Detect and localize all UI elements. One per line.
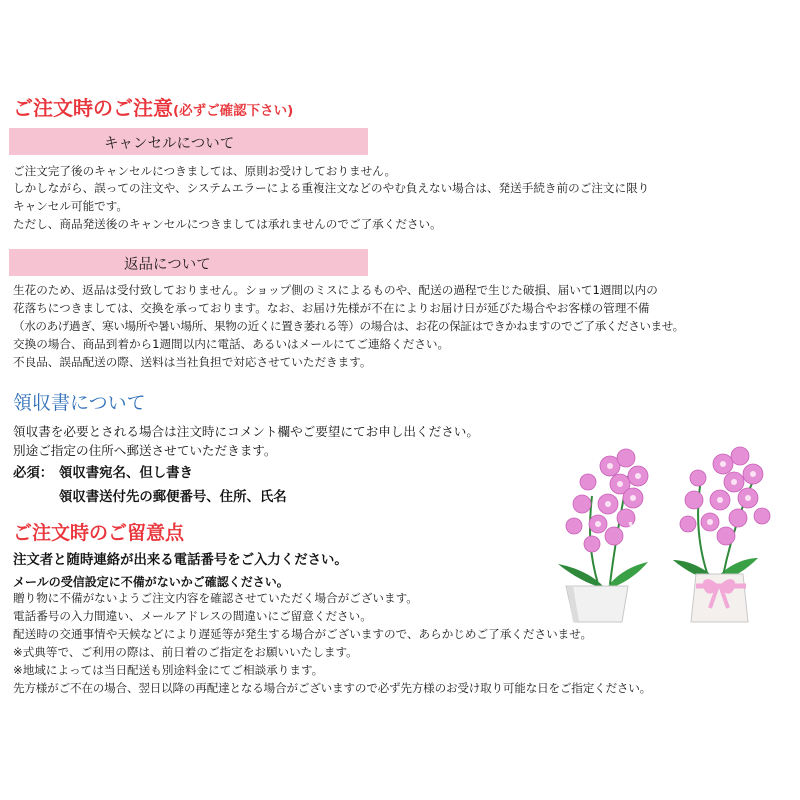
illustration-watermark: wist: [628, 516, 679, 537]
cancel-section-header-label: キャンセルについて: [104, 136, 235, 152]
precautions-line-1: 贈り物に不備がないようご注文内容を確認させていただく場合がございます。: [13, 591, 418, 605]
returns-line-2: 花落ちにつきましては、交換を承っております。なお、お届け先様が不在によりお届け日が延びた場合やお客様の管理不備: [13, 301, 650, 315]
cancel-line-2: しかしながら、誤っての注文や、システムエラーによる重複注文などのやむ負えない場合は、発送手続き前のご注文に限り: [13, 181, 650, 195]
precautions-bold-line: メールの受信設定に不備がないかご確認ください。: [13, 575, 289, 589]
precautions-line-2: 電話番号の入力間違い、メールアドレスの間違いにご留意ください。: [13, 609, 372, 623]
right-orchid-icon: [673, 447, 770, 622]
returns-line-3: （水のあげ過ぎ、寒い場所や暑い場所、果物の近くに置き萎れる等）の場合は、お花の保証はできかねますのでご了承くださいませ。: [13, 319, 684, 333]
receipt-required-item-1: 領収書宛名、但し書き: [59, 466, 193, 481]
receipt-title: 領収書について: [13, 392, 146, 414]
receipt-required-item-2: 領収書送付先の郵便番号、住所、氏名: [59, 490, 287, 505]
precautions-line-4: ※式典等で、ご利用の際は、前日着のご指定をお願いいたします。: [13, 645, 358, 659]
precautions-line-6: 先方様がご不在の場合、翌日以降の再配達となる場合がございますので必ず先方様のお受け取り可能な日をご指定ください。: [13, 681, 652, 695]
order-notice-subtitle: (必ずご確認下さい): [173, 103, 294, 119]
receipt-line-1: 領収書を必要とされる場合は注文時にコメント欄やご要望にてお申し出ください。: [13, 424, 479, 439]
returns-section-header-label: 返品について: [124, 257, 211, 273]
precautions-title: ご注文時のご留意点: [13, 522, 185, 544]
precautions-line-5: ※地域によっては当日配送も別途料金にてご相談承ります。: [13, 663, 324, 677]
order-notice-title-text: ご注文時のご注意: [13, 96, 173, 120]
returns-line-4: 交換の場合、商品到着から1週間以内に電話、あるいはメールにてご連絡ください。: [13, 337, 450, 351]
orchid-pots-illustration: [548, 436, 788, 626]
cancel-line-3: キャンセル可能です。: [13, 199, 129, 213]
cancel-section-header: [9, 128, 368, 155]
returns-line-1: 生花のため、返品は受付致しておりません。ショップ側のミスによるものや、配送の過程で生じた破損、届いて1週間以内の: [13, 283, 658, 297]
precautions-line-3: 配送時の交通事情や天候などにより遅延等が発生する場合がございますので、あらかじめご了承くださいませ。: [13, 627, 593, 641]
cancel-line-4: ただし、商品発送後のキャンセルにつきましては承れませんのでご了承ください。: [13, 217, 442, 231]
precautions-lead: 注文者と随時連絡が出来る電話番号をご入力ください。: [13, 553, 348, 568]
returns-line-5: 不良品、誤品配送の際、送料は当社負担で対応させていただきます。: [13, 355, 372, 369]
cancel-line-1: ご注文完了後のキャンセルにつきましては、原則お受けしておりません。: [13, 164, 397, 178]
receipt-line-2: 別途ご指定の住所へ郵送させていただきます。: [13, 443, 277, 458]
order-notice-title: [13, 92, 293, 121]
returns-section-header: [9, 249, 368, 276]
receipt-required-label: 必須：: [13, 466, 54, 481]
